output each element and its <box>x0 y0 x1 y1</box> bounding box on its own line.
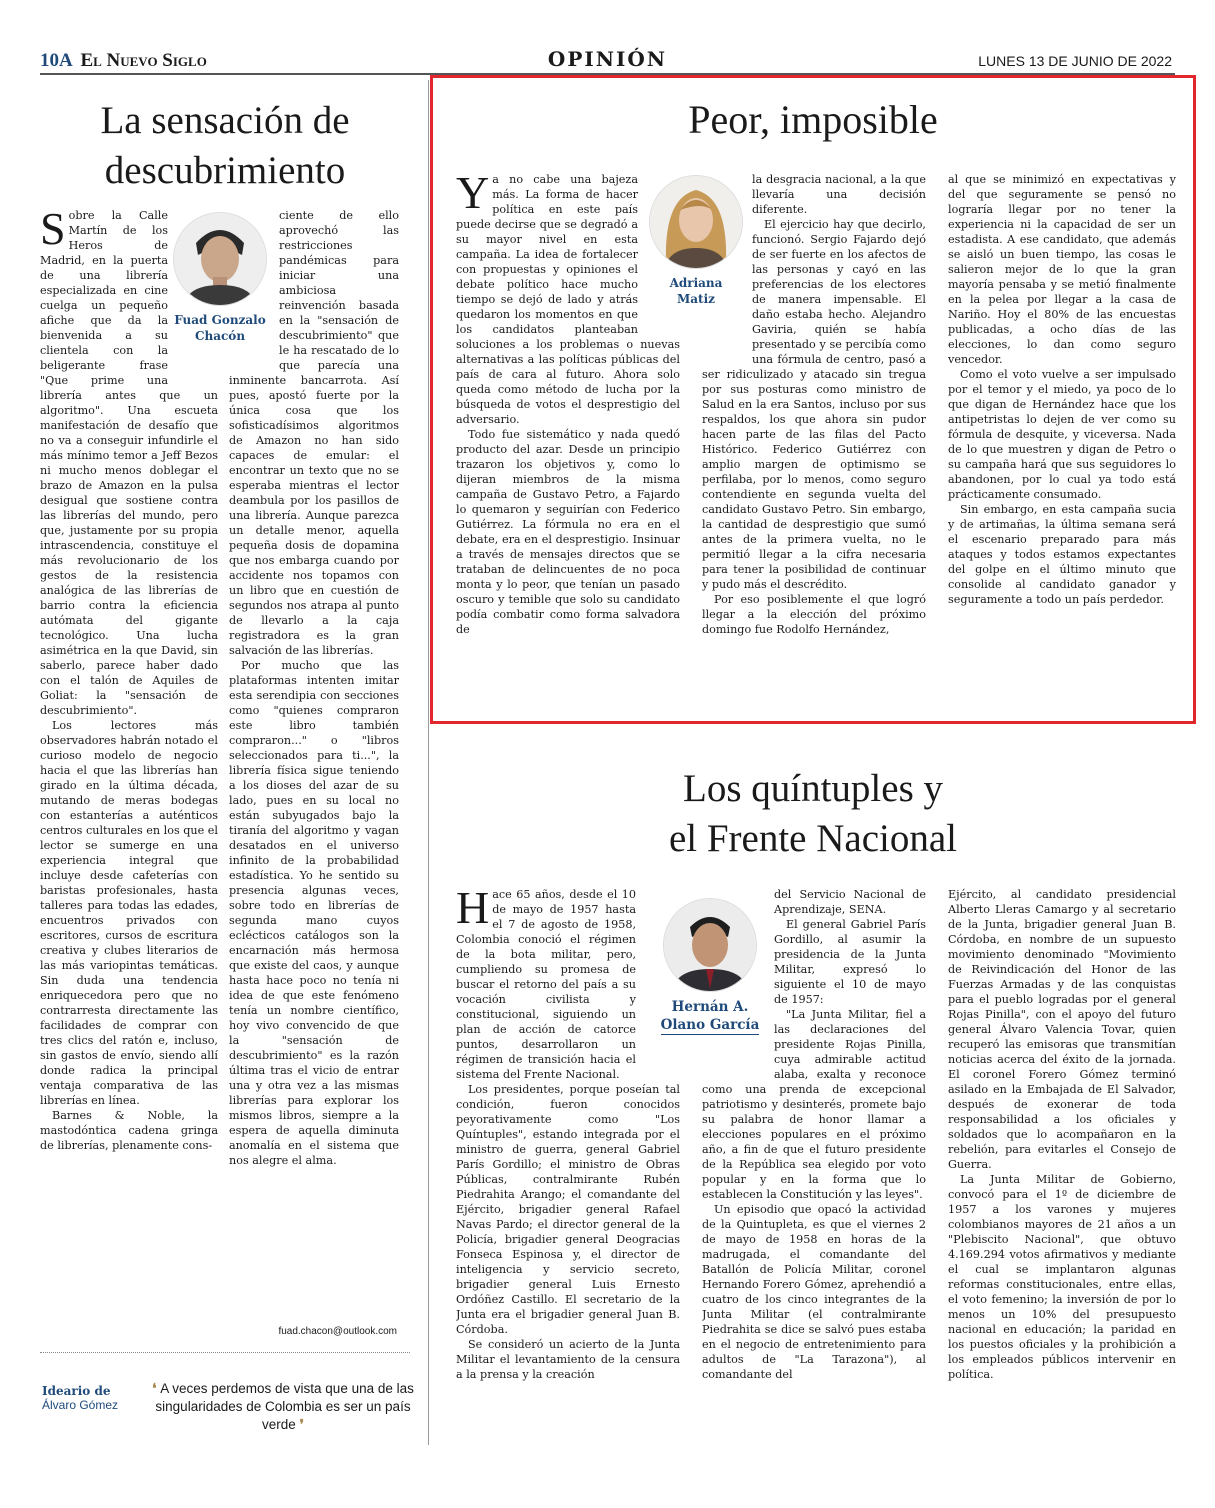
paragraph: Como el voto vuelve a ser impulsado por el temor y el miedo, ya poco de lo que digan de Hernández hace que los antipetristas lo dejen de ver como su fórmula de desquite, y viceversa. Nada de lo que muestren y digan de Petro o su campaña hará que sus seguidores lo abandonen, por lo cual ya todo está prácticamente consumado. <box>948 368 1176 501</box>
paragraph: Ejército, al candidato presidencial Alberto Lleras Camargo y al secretario de la Junta, brigadier general Juan B. Córdoba, en nombre de un supuesto movimiento denominado "Movimiento de Reivindicación del Honor de las Fuerzas Armadas y de las conquistas para el pueblo logradas por el general Rojas Pinilla", con el apoyo del futuro general Álvaro Valencia Tovar, quien recuperó las emisoras que transmitían noticias acerca del éxito de la jornada. El coronel Forero Gómez terminó asilado en la Embajada de El Salvador, después de exonerar de toda responsabilidad a los oficiales y soldados que lo acompañaron en la rebelión, para evitarles el Consejo de Guerra. <box>948 888 1176 1171</box>
article1-column-2 <box>229 208 399 1323</box>
ideario-title: Ideario de <box>42 1384 111 1398</box>
author-second-line: Chacón <box>194 329 246 343</box>
section-title: OPINIÓN <box>547 47 668 71</box>
ideario-label <box>42 1384 118 1412</box>
paragraph: Todo fue sistemático y nada quedó producto del azar. Desde un principio trazaron los objetivos y, como lo dijeran miembros de la misma campaña de Gustavo Petro, a Fajardo lo quemaron y seguirían con Federico Gutiérrez. La fórmula no era en el debate, era en el desprestigio. Insinuar a través de mensajes directos que se trataban de delincuentes de no poca monta y lo peor, que tenían un pasado oscuro y temible que solo su candidato podía combatir como forma salvadora de <box>456 428 680 636</box>
paragraph: a no cabe una bajeza más. La forma de hacer política en este país puede decirse que se degradó a su mayor nivel en esta campaña. La idea de fortalecer con propuestas y opiniones el debate político hace mucho tiempo se dejó de lado y atrás quedaron los momentos en que los candidatos planteaban soluciones a los problemas o nuevas alternativas a las políticas públicas del país de cara al futuro. Ahora solo queda como método de lucha por la búsqueda de votos el desprestigio del adversario. <box>456 173 680 426</box>
paragraph: Los presidentes, porque poseían tal condición, fueron conocidos peyorativamente como "Los Quíntuples", estando integrada por el ministro de guerra, general Gabriel París Gordillo; el ministro de Obras Públicas, contralmirante Rubén Piedrahita Arango; el comandante del Ejército, brigadier general Rafael Navas Pardo; el director general de la Policía, brigadier general Deogracias Fonseca Espinosa y, el director de inteligencia y servicio secreto, brigadier general Luis Ernesto Ordóñez Castillo. El secretario de la Junta era el brigadier general Juan B. Córdoba. <box>456 1083 680 1336</box>
paragraph: La Junta Militar de Gobierno, convocó para el 1º de diciembre de 1957 a los varones y mujeres colombianos mayores de 21 años a un "Plebiscito Nacional", que obtuvo 4.169.294 votos afirmativos y mediante el cual se implantaron algunas reformas constitucionales, entre ellas, el voto femenino; la inversión de por lo menos un 10% del presupuesto nacional en educación; la paridad en los puestos oficiales y la prohibición a los empleados públicos intervenir en política. <box>948 1173 1176 1381</box>
paragraph: la desgracia nacional, a la que llevaría una decisión diferente. <box>752 173 926 216</box>
article3-title <box>440 764 1186 864</box>
quote-text: A veces perdemos de vista que una de las singularidades de Colombia es ser un país verde <box>155 1381 414 1432</box>
paragraph: Por eso posiblemente el que logró llegar a la elección del próximo domingo fue Rodolfo Hernández, <box>702 593 926 636</box>
paragraph: Se consideró un acierto de la Junta Militar el levantamiento de la censura a la prensa y la creación <box>456 1338 680 1381</box>
title-line: Los quíntuples y <box>683 767 943 810</box>
paragraph: Por mucho que las plataformas intenten imitar esta serendipia con secciones como "quienes compraron este libro también compraron..." o "libros seleccionados para ti...", la librería física sigue teniendo a los dioses del azar de su lado, pues en su local no están subyugados bajo la tiranía del algoritmo y vagan desatados en el universo infinito de la probabilidad estadística. Yo he sentido su presencia algunas veces, sobre todo en librerías de segunda mano cuyos eclécticos catálogos son la encarnación más hermosa que existe del caos, y aunque hasta hace poco no tenía ni idea de que este fenómeno tenía un nombre científico, hoy vivo convencido de que la "sensación de descubrimiento" es la razón última tras el vicio de entrar una y otra vez a las mismas librerías para explorar los mismos libros, siempre a la espera de aquella diminuta anomalía en el sistema que nos alegre el alma. <box>229 659 399 1167</box>
title-line: el Frente Nacional <box>668 817 958 860</box>
author-second-line: Matiz <box>677 292 715 306</box>
paragraph: Sin embargo, en esta campaña sucia y de artimañas, la última semana será el escenario preparado para más ataques y todos estamos expectantes del golpe en el último minuto que consolide al candidato ganador y seguramente a todo un país perdedor. <box>948 503 1176 606</box>
paragraph: Un episodio que opacó la actividad de la Quintupleta, es que el viernes 2 de mayo de 1958 en horas de la madrugada, el comandante del Batallón de Policía Militar, coronel Hernando Forero Gómez, aprehendió a cuatro de los cinco integrantes de la Junta Militar (el contralmirante Piedrahita se dice se salvó pues estaba en el negocio de entretenimiento para adultos de "La Tarazona"), al comandante del <box>702 1203 926 1381</box>
article3-column-3 <box>948 887 1176 1447</box>
paragraph: ciente de ello aprovechó las restricciones pandémicas para iniciar una ambiciosa reinvención basada en la "sensación de descubrimiento" que le ha rescatado de lo que parecía una inminente bancarrota. Así pues, apostó fuerte por la única cosa que los sofisticadísimos algoritmos de Amazon no han sido capaces de emular: el encontrar un texto que no se esperaba mientras el lector deambula por los pasillos de una librería. Aunque parezca un detalle menor, aquella pequeña dosis de dopamina que nos embarga cuando por accidente nos topamos con un libro que en cuestión de segundos nos atrapa al punto de llevarlo a la caja registradora es la gran salvación de las librerías. <box>229 209 399 657</box>
article3-column-1 <box>456 887 680 1447</box>
paragraph: El general Gabriel París Gordillo, al asumir la presidencia de la Junta Militar, expresó lo siguiente el 10 de mayo de 1957: <box>774 918 926 1006</box>
section-divider <box>40 1352 410 1353</box>
author-second-line: Olano García <box>660 1017 760 1033</box>
author-email: fuad.chacon@outlook.com <box>278 1326 397 1337</box>
paragraph: del Servicio Nacional de Aprendizaje, SENA. <box>774 888 926 916</box>
paragraph: El ejercicio hay que decirlo, funcionó. Sergio Fajardo dejó de ser fuerte en los afectos de las personas y cayó en las preferencias de los electores de manera impensable. El daño estaba hecho. Alejandro Gaviria, quién se había presentado y se percibía como una fórmula de centro, pasó a ser ridiculizado y atacado sin tregua por sus posturas como ministro de Salud en la era Santos, incluso por sus respaldos, los que ahora sin pudor hacen parte de las filas del Pacto Histórico. Federico Gutiérrez con amplio margen de optimismo se perfilaba, por lo menos, como seguro contendiente en segunda vuelta del candidato Gustavo Petro. Sin embargo, la cantidad de desprestigio que sumó antes de la primera vuelta, no le permitió llegar a la cifra necesaria para tener la posibilidad de continuar y pudo más el descrédito. <box>702 218 926 591</box>
article2-column-1 <box>456 172 680 697</box>
drop-cap: H <box>456 887 490 933</box>
ideario-quote <box>148 1380 418 1434</box>
article2-column-2 <box>702 172 926 697</box>
article1-column-1 <box>40 208 218 1348</box>
drop-cap: Y <box>456 172 490 218</box>
close-quote-icon: ❜ <box>295 1417 304 1432</box>
column-divider <box>428 80 429 1445</box>
article2-column-3 <box>948 172 1176 697</box>
paragraph: ace 65 años, desde el 10 de mayo de 1957 hasta el 7 de agosto de 1958, Colombia conoció el régimen de la bota militar, pero, cumpliendo su promesa de buscar el retorno del país a su vocación civilista y constitucional, siguiendo un plan de acción de catorce puntos, desarrollaron un régimen de transición hacia el sistema del Frente Nacional. <box>456 888 636 1081</box>
issue-date: LUNES 13 DE JUNIO DE 2022 <box>978 53 1172 69</box>
drop-cap: S <box>40 208 66 254</box>
paragraph: "La Junta Militar, fiel a las declaraciones del presidente Rojas Pinilla, cuya admirable actitud alaba, exalta y reconoce como una prenda de excepcional patriotismo y desinterés, promete bajo su palabra de honor llamar a elecciones populares en el próximo año, a fin de que el futuro presidente de la República sea elegido por voto popular y en la forma que lo establecen la Constitución y las leyes". <box>702 1008 926 1201</box>
page-header <box>0 0 1215 74</box>
paragraph: Los lectores más observadores habrán notado el curioso modelo de negocio hacia el que las librerías han girado en la última década, mutando de meras bodegas con estanterías a auténticos centros culturales en los que el lector se sumerge en una experiencia integral que incluye desde cafeterías con baristas profesionales, hasta talleres para todas las edades, encuentros privados con escritores, cursos de escritura creativa y clubes literarios de las más variopintas temáticas. Sin duda una tendencia enriquecedora pero que no contrarresta directamente las facilidades de comprar con tres clics del ratón e, incluso, sin gastos de envío, siendo allí donde radica la principal ventaja comparativa de las librerías en línea. <box>40 719 218 1107</box>
ideario-author: Álvaro Gómez <box>42 1398 119 1412</box>
newspaper-name: El Nuevo Siglo <box>80 50 207 71</box>
open-quote-icon: ❛ <box>152 1381 161 1396</box>
author-first-line: Hernán A. <box>671 999 749 1015</box>
article1-title: La sensación de descubrimiento <box>100 99 350 192</box>
paragraph: Barnes & Noble, la mastodóntica cadena gringa de librerías, plenamente cons- <box>40 1109 218 1152</box>
page-number: 10A <box>40 50 72 71</box>
article3-column-2 <box>702 887 926 1447</box>
author-first-line: Fuad Gonzalo <box>174 313 266 327</box>
author-first-line: Adriana <box>669 276 723 290</box>
paragraph: obre la Calle Martín de los Heros de Madrid, en la puerta de una librería especializada en cine cuelga un pequeño afiche que da la bienvenida a su clientela con la beligerante frase "Que prime una librería antes que un algoritmo". Una escueta manifestación de desafío que no va a conseguir infundirle el más mínimo temor a Jeff Bezos ni mucho menos doblegar el brazo de Amazon en la pulsa desigual que sostiene contra las librerías del mundo, pero que, justamente por su propia intrascendencia, constituye el más revolucionario de los gestos de la resistencia analógica de las librerías de barrio contra la eficiencia autómata del gigante tecnológico. Una lucha asimétrica en la que David, sin saberlo, parece haber dado con el talón de Aquiles de Goliat: la "sensación de descubrimiento". <box>40 209 218 717</box>
article2-title: Peor, imposible <box>688 97 938 142</box>
paragraph: al que se minimizó en expectativas y del que seguramente se pensó no lograría llegar por no tener la experiencia ni la capacidad de ser un estadista. A ese candidato, que además se aisló un buen tiempo, las cosas le salieron mejor de lo que la gran mayoría pensaba y se metió finalmente en la pelea por llegar a la casa de Nariño. Hoy el 80% de las encuestas publicadas, a ocho días de las elecciones, lo dan como seguro vencedor. <box>948 173 1176 366</box>
